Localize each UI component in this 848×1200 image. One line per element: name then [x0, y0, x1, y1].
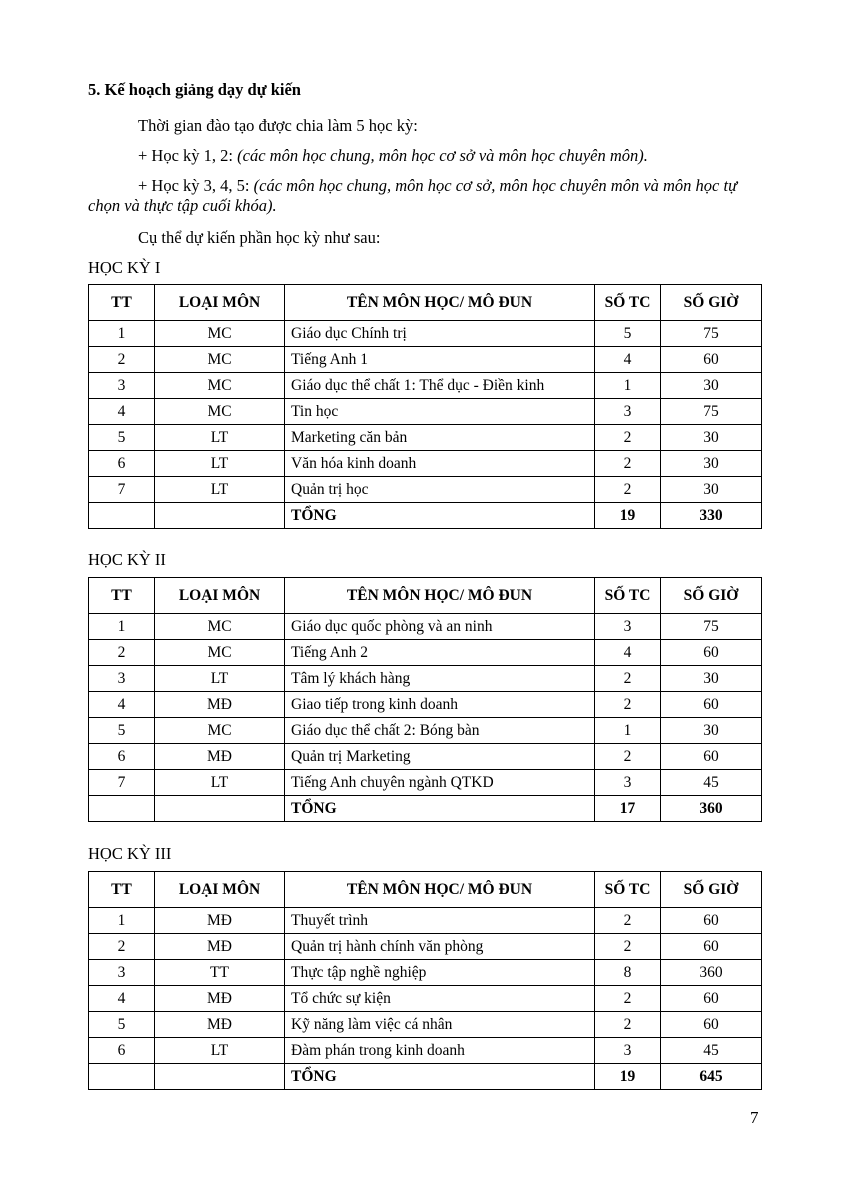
cell-type: MĐ: [155, 986, 285, 1012]
table-row: [89, 960, 762, 986]
cell-tt: 3: [89, 373, 155, 399]
total-credits: 19: [595, 503, 661, 529]
page-number: 7: [750, 1108, 759, 1127]
intro-line-2: [138, 146, 648, 166]
cell-credits: 3: [595, 770, 661, 796]
table-row: [89, 986, 762, 1012]
column-header-tt: TT: [89, 872, 155, 908]
cell-type: MC: [155, 718, 285, 744]
total-hours: 360: [661, 796, 762, 822]
table-row: [89, 321, 762, 347]
cell-tt: 5: [89, 718, 155, 744]
cell-credits: 8: [595, 960, 661, 986]
cell-name: Quản trị Marketing: [285, 744, 595, 770]
cell-hours: 75: [661, 321, 762, 347]
cell-credits: 2: [595, 934, 661, 960]
cell-name: Giáo dục Chính trị: [285, 321, 595, 347]
cell-hours: 60: [661, 692, 762, 718]
cell-hours: 60: [661, 908, 762, 934]
intro-line-4: Cụ thể dự kiến phần học kỳ như sau:: [138, 228, 381, 247]
table-row: [89, 1038, 762, 1064]
cell-type: LT: [155, 425, 285, 451]
cell-type: LT: [155, 451, 285, 477]
intro-line-1: Thời gian đào tạo được chia làm 5 học kỳ:: [138, 116, 418, 135]
table-row: [89, 666, 762, 692]
cell-tt: 2: [89, 640, 155, 666]
cell-hours: 45: [661, 770, 762, 796]
semester-1-table: [88, 284, 762, 529]
cell-credits: 2: [595, 477, 661, 503]
table-header-row: [89, 578, 762, 614]
cell-empty: [155, 503, 285, 529]
cell-name: Tin học: [285, 399, 595, 425]
table-body: [89, 614, 762, 822]
cell-type: LT: [155, 770, 285, 796]
column-header-name: TÊN MÔN HỌC/ MÔ ĐUN: [285, 285, 595, 321]
cell-name: Marketing căn bản: [285, 425, 595, 451]
cell-type: MĐ: [155, 908, 285, 934]
cell-name: Tổ chức sự kiện: [285, 986, 595, 1012]
cell-credits: 4: [595, 640, 661, 666]
cell-tt: 3: [89, 666, 155, 692]
cell-credits: 2: [595, 986, 661, 1012]
cell-tt: 5: [89, 1012, 155, 1038]
cell-type: TT: [155, 960, 285, 986]
cell-credits: 3: [595, 614, 661, 640]
column-header-tt: TT: [89, 285, 155, 321]
total-credits: 17: [595, 796, 661, 822]
column-header-name: TÊN MÔN HỌC/ MÔ ĐUN: [285, 872, 595, 908]
total-row: [89, 503, 762, 529]
semester-1-title: HỌC KỲ I: [88, 258, 161, 277]
table-row: [89, 451, 762, 477]
cell-credits: 3: [595, 399, 661, 425]
table-row: [89, 934, 762, 960]
table-row: [89, 908, 762, 934]
total-row: [89, 1064, 762, 1090]
cell-name: Tiếng Anh chuyên ngành QTKD: [285, 770, 595, 796]
cell-empty: [155, 1064, 285, 1090]
table-row: [89, 373, 762, 399]
cell-name: Thực tập nghề nghiệp: [285, 960, 595, 986]
table-header-row: [89, 285, 762, 321]
cell-tt: 2: [89, 934, 155, 960]
total-hours: 645: [661, 1064, 762, 1090]
total-row: [89, 796, 762, 822]
cell-hours: 45: [661, 1038, 762, 1064]
cell-type: MC: [155, 347, 285, 373]
cell-type: LT: [155, 666, 285, 692]
cell-name: Đàm phán trong kinh doanh: [285, 1038, 595, 1064]
intro-line-3-italic: (các môn học chung, môn học cơ sở, môn học chuyên môn và môn học tự chọn và thực tập cuối khóa).: [88, 176, 738, 215]
table-row: [89, 718, 762, 744]
cell-credits: 1: [595, 373, 661, 399]
cell-credits: 3: [595, 1038, 661, 1064]
semester-2-title: HỌC KỲ II: [88, 550, 166, 569]
table-row: [89, 347, 762, 373]
cell-hours: 60: [661, 934, 762, 960]
cell-name: Giáo dục thể chất 1: Thể dục - Điền kinh: [285, 373, 595, 399]
cell-credits: 2: [595, 451, 661, 477]
column-header-credits: SỐ TC: [595, 578, 661, 614]
intro-line-3: [88, 176, 763, 216]
cell-name: Văn hóa kinh doanh: [285, 451, 595, 477]
cell-name: Kỹ năng làm việc cá nhân: [285, 1012, 595, 1038]
table-body: [89, 321, 762, 529]
cell-credits: 5: [595, 321, 661, 347]
cell-hours: 60: [661, 1012, 762, 1038]
cell-hours: 60: [661, 986, 762, 1012]
cell-credits: 2: [595, 425, 661, 451]
cell-name: Thuyết trình: [285, 908, 595, 934]
cell-tt: 5: [89, 425, 155, 451]
cell-type: MC: [155, 399, 285, 425]
cell-name: Giáo dục quốc phòng và an ninh: [285, 614, 595, 640]
table-body: [89, 908, 762, 1090]
cell-hours: 60: [661, 640, 762, 666]
semester-3-title: HỌC KỲ III: [88, 844, 172, 863]
cell-empty: [155, 796, 285, 822]
cell-credits: 4: [595, 347, 661, 373]
table-row: [89, 640, 762, 666]
cell-tt: 6: [89, 744, 155, 770]
column-header-type: LOẠI MÔN: [155, 578, 285, 614]
cell-credits: 2: [595, 666, 661, 692]
cell-hours: 75: [661, 399, 762, 425]
cell-hours: 30: [661, 425, 762, 451]
table-row: [89, 614, 762, 640]
cell-type: MC: [155, 614, 285, 640]
table-row: [89, 477, 762, 503]
cell-hours: 30: [661, 666, 762, 692]
total-hours: 330: [661, 503, 762, 529]
total-label: TỔNG: [285, 1064, 595, 1090]
column-header-type: LOẠI MÔN: [155, 872, 285, 908]
cell-credits: 1: [595, 718, 661, 744]
cell-hours: 30: [661, 718, 762, 744]
table-row: [89, 1012, 762, 1038]
semester-3-table: [88, 871, 762, 1090]
cell-tt: 4: [89, 399, 155, 425]
cell-credits: 2: [595, 692, 661, 718]
cell-hours: 60: [661, 347, 762, 373]
cell-tt: 1: [89, 908, 155, 934]
column-header-type: LOẠI MÔN: [155, 285, 285, 321]
table-row: [89, 425, 762, 451]
table-header-row: [89, 872, 762, 908]
column-header-hours: SỐ GIỜ: [661, 872, 762, 908]
cell-type: MC: [155, 373, 285, 399]
cell-hours: 30: [661, 451, 762, 477]
table-row: [89, 744, 762, 770]
table-row: [89, 692, 762, 718]
total-label: TỔNG: [285, 503, 595, 529]
cell-type: MĐ: [155, 692, 285, 718]
cell-name: Giáo dục thể chất 2: Bóng bàn: [285, 718, 595, 744]
cell-type: MC: [155, 321, 285, 347]
cell-hours: 75: [661, 614, 762, 640]
cell-tt: 7: [89, 770, 155, 796]
cell-name: Tiếng Anh 2: [285, 640, 595, 666]
cell-empty: [89, 503, 155, 529]
cell-type: MĐ: [155, 934, 285, 960]
cell-tt: 3: [89, 960, 155, 986]
column-header-credits: SỐ TC: [595, 872, 661, 908]
intro-line-3-prefix: + Học kỳ 3, 4, 5:: [138, 176, 254, 195]
cell-credits: 2: [595, 744, 661, 770]
cell-name: Giao tiếp trong kinh doanh: [285, 692, 595, 718]
cell-type: LT: [155, 1038, 285, 1064]
intro-line-2-italic: (các môn học chung, môn học cơ sở và môn học chuyên môn).: [237, 146, 648, 165]
cell-name: Tiếng Anh 1: [285, 347, 595, 373]
cell-tt: 1: [89, 614, 155, 640]
semester-2-table: [88, 577, 762, 822]
cell-tt: 4: [89, 986, 155, 1012]
cell-empty: [89, 1064, 155, 1090]
cell-type: MC: [155, 640, 285, 666]
total-credits: 19: [595, 1064, 661, 1090]
cell-hours: 30: [661, 373, 762, 399]
cell-type: LT: [155, 477, 285, 503]
total-label: TỔNG: [285, 796, 595, 822]
cell-type: MĐ: [155, 1012, 285, 1038]
section-heading: 5. Kế hoạch giảng dạy dự kiến: [88, 80, 301, 99]
cell-credits: 2: [595, 1012, 661, 1038]
column-header-hours: SỐ GIỜ: [661, 285, 762, 321]
cell-tt: 6: [89, 451, 155, 477]
column-header-tt: TT: [89, 578, 155, 614]
cell-tt: 7: [89, 477, 155, 503]
cell-hours: 30: [661, 477, 762, 503]
cell-hours: 60: [661, 744, 762, 770]
cell-tt: 4: [89, 692, 155, 718]
cell-tt: 1: [89, 321, 155, 347]
cell-credits: 2: [595, 908, 661, 934]
cell-name: Tâm lý khách hàng: [285, 666, 595, 692]
cell-tt: 6: [89, 1038, 155, 1064]
cell-name: Quản trị học: [285, 477, 595, 503]
table-row: [89, 399, 762, 425]
column-header-hours: SỐ GIỜ: [661, 578, 762, 614]
column-header-credits: SỐ TC: [595, 285, 661, 321]
intro-line-2-prefix: + Học kỳ 1, 2:: [138, 146, 238, 165]
cell-tt: 2: [89, 347, 155, 373]
cell-empty: [89, 796, 155, 822]
cell-type: MĐ: [155, 744, 285, 770]
cell-name: Quản trị hành chính văn phòng: [285, 934, 595, 960]
cell-hours: 360: [661, 960, 762, 986]
table-row: [89, 770, 762, 796]
column-header-name: TÊN MÔN HỌC/ MÔ ĐUN: [285, 578, 595, 614]
